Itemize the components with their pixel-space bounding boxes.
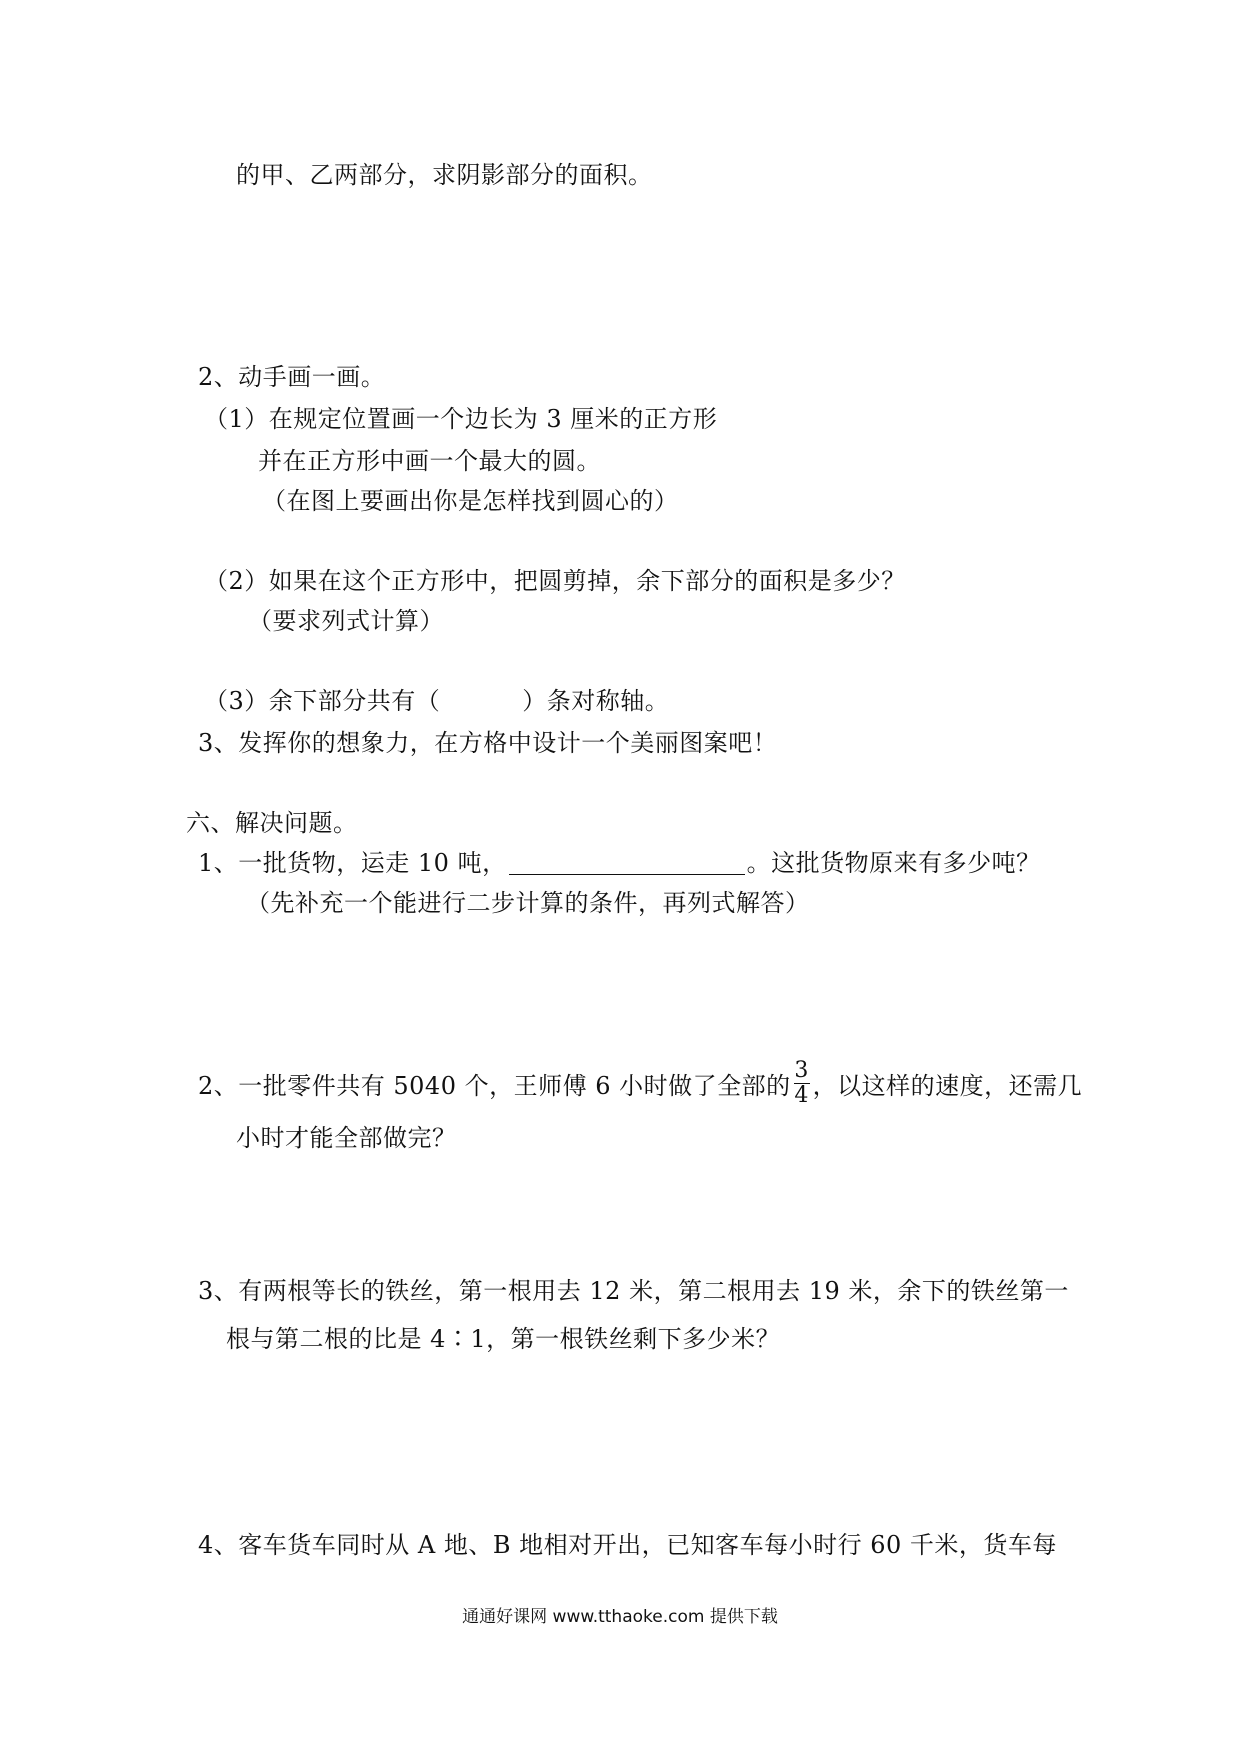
word-problem-2-line-2: 小时才能全部做完？: [236, 1124, 457, 1152]
question-2-part-3-text-a: （3）余下部分共有（: [204, 687, 441, 715]
fraction-three-quarters: [794, 1059, 810, 1108]
page-footer: 通通好课网 www.tthaoke.com 提供下载: [462, 1607, 778, 1627]
word-problem-1-note: （先补充一个能进行二步计算的条件，再列式解答）: [246, 889, 810, 917]
word-problem-3: 3、有两根等长的铁丝，第一根用去 12 米，第二根用去 19 米，余下的铁丝第一: [198, 1277, 1069, 1305]
word-problem-1: [198, 848, 1041, 878]
question-2-part-3-text-b: ）条对称轴。: [522, 687, 670, 715]
question-2-part-1-note: （在图上要画出你是怎样找到圆心的）: [262, 487, 679, 515]
section-6-heading: 六、解决问题。: [186, 809, 358, 837]
question-2-heading: 2、动手画一画。: [198, 363, 386, 391]
word-problem-3-line-2: 根与第二根的比是 4∶1，第一根铁丝剩下多少米？: [226, 1325, 781, 1353]
fraction-denominator: 4: [794, 1083, 809, 1108]
word-problem-1-text-a: 1、一批货物，运走 10 吨，: [198, 849, 507, 877]
condition-fill-blank[interactable]: [509, 848, 745, 875]
question-2-part-2-note: （要求列式计算）: [248, 607, 444, 635]
word-problem-2: [198, 1058, 1083, 1112]
question-2-part-1: （1）在规定位置画一个边长为 3 厘米的正方形: [204, 405, 718, 433]
fraction-numerator: 3: [794, 1058, 809, 1083]
word-problem-2-text-a: 2、一批零件共有 5040 个，王师傅 6 小时做了全部的: [198, 1072, 791, 1100]
question-2-part-3: [204, 686, 669, 716]
word-problem-1-text-b: 。这批货物原来有多少吨？: [746, 849, 1041, 877]
word-problem-4: 4、客车货车同时从 A 地、B 地相对开出，已知客车每小时行 60 千米，货车每: [198, 1531, 1057, 1559]
problem-continuation-line: 的甲、乙两部分，求阴影部分的面积。: [236, 161, 653, 189]
question-2-part-1-line-2: 并在正方形中画一个最大的圆。: [258, 447, 601, 475]
question-2-part-2: （2）如果在这个正方形中，把圆剪掉，余下部分的面积是多少？: [204, 567, 906, 595]
question-3-design: 3、发挥你的想象力，在方格中设计一个美丽图案吧！: [198, 729, 778, 757]
word-problem-2-text-b: ，以这样的速度，还需几: [812, 1072, 1083, 1100]
